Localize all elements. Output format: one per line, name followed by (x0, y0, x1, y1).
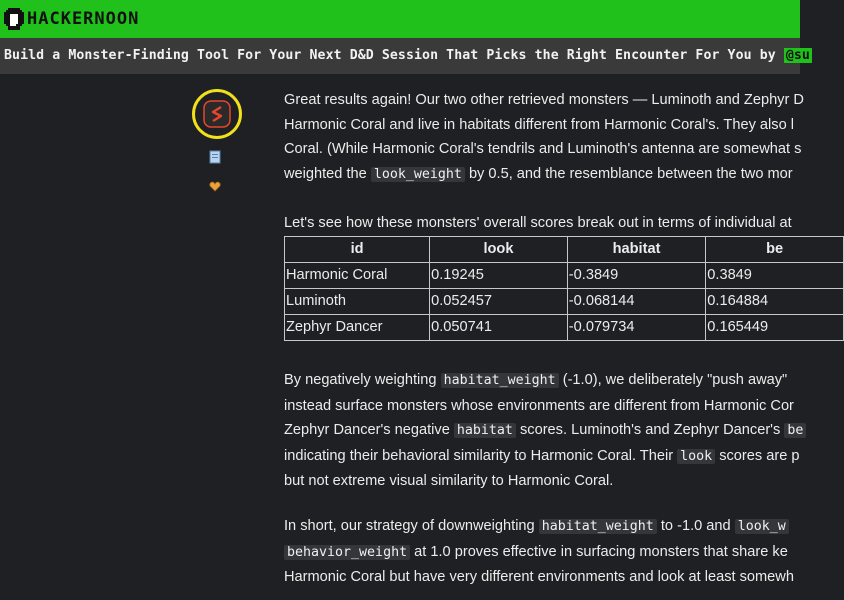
inline-code: look_w (735, 519, 789, 534)
table-row (285, 263, 844, 289)
inline-code: look (677, 449, 715, 464)
table-cell: -0.3849 (567, 263, 705, 289)
inline-code: look_weight (371, 167, 465, 182)
paragraph-line (284, 444, 806, 470)
paragraph-habitat-weighting (284, 368, 806, 494)
text-segment: weighted the (284, 165, 371, 182)
table-cell: -0.079734 (567, 315, 705, 341)
column-header-habitat: habitat (567, 237, 705, 263)
text-segment: scores are p (715, 447, 800, 464)
paragraph-line: but not extreme visual similarity to Harmonic Coral. (284, 473, 614, 489)
paragraph-line: Great results again! Our two other retrieved monsters — Luminoth and Zephyr D (284, 92, 804, 108)
table-cell: Harmonic Coral (285, 263, 430, 289)
superlinked-logo-icon (203, 100, 231, 128)
top-bar (0, 0, 800, 38)
table-cell: Luminoth (285, 289, 430, 315)
table-cell: 0.19245 (430, 263, 568, 289)
table-row (285, 315, 844, 341)
inline-code: habitat_weight (441, 373, 559, 388)
text-segment: In short, our strategy of downweighting (284, 518, 539, 534)
paragraph-line: instead surface monsters whose environments are different from Harmonic Cor (284, 397, 794, 414)
inline-code: be (784, 423, 806, 438)
text-segment: by 0.5, and the resemblance between the two mor (464, 165, 793, 182)
table-cell: 0.052457 (430, 289, 568, 315)
inline-code: habitat_weight (539, 519, 657, 534)
author-link[interactable]: @su (785, 48, 810, 63)
paragraph-line (284, 418, 806, 444)
inline-code: behavior_weight (284, 545, 410, 560)
paragraph-scores-intro: Let's see how these monsters' overall scores break out in terms of individual at (284, 215, 792, 231)
table-cell: Zephyr Dancer (285, 315, 430, 341)
column-header-look: look (430, 237, 568, 263)
column-header-behavior: be (706, 237, 844, 263)
paragraph-line (284, 514, 794, 540)
table-header-row (285, 237, 844, 263)
hackernoon-logo-text[interactable]: HACKERNOON (27, 9, 140, 29)
paragraph-line (284, 540, 794, 566)
column-header-id: id (285, 237, 430, 263)
text-segment: indicating their behavioral similarity to Harmonic Coral. Their (284, 447, 678, 464)
text-segment: to -1.0 and (656, 518, 735, 534)
hackernoon-head-icon[interactable] (4, 8, 24, 30)
article-title-bar (0, 38, 810, 74)
scores-table (284, 236, 844, 341)
table-cell: -0.068144 (567, 289, 705, 315)
paragraph-line: Coral. (While Harmonic Coral's tendrils and Luminoth's antenna are somewhat s (284, 141, 802, 157)
table-cell: 0.050741 (430, 315, 568, 341)
paragraph-line: Harmonic Coral but have very different environments and look at least somewh (284, 569, 794, 585)
paragraph-results (284, 88, 804, 187)
table-cell: 0.3849 (706, 263, 844, 289)
paragraph-line (284, 368, 806, 394)
article-title (4, 48, 812, 63)
bookmark-icon[interactable] (209, 151, 221, 163)
table-cell: 0.165449 (706, 315, 844, 341)
heart-icon[interactable] (209, 180, 221, 192)
text-segment: (-1.0), we deliberately "push away" (558, 372, 788, 388)
inline-code: habitat (454, 423, 516, 438)
text-segment: Zephyr Dancer's negative (284, 422, 454, 438)
article-title-text: Build a Monster-Finding Tool For Your Next D&D Session That Picks the Right Encounter For You by (4, 48, 776, 63)
paragraph-summary (284, 514, 794, 590)
table-cell: 0.164884 (706, 289, 844, 315)
author-avatar[interactable] (192, 89, 242, 139)
text-segment: By negatively weighting (284, 372, 441, 388)
paragraph-line (284, 162, 804, 188)
table-row (285, 289, 844, 315)
text-segment: scores. Luminoth's and Zephyr Dancer's (515, 422, 785, 438)
text-segment: at 1.0 proves effective in surfacing monsters that share ke (410, 543, 788, 560)
paragraph-line: Harmonic Coral and live in habitats different from Harmonic Coral's. They also l (284, 116, 794, 133)
